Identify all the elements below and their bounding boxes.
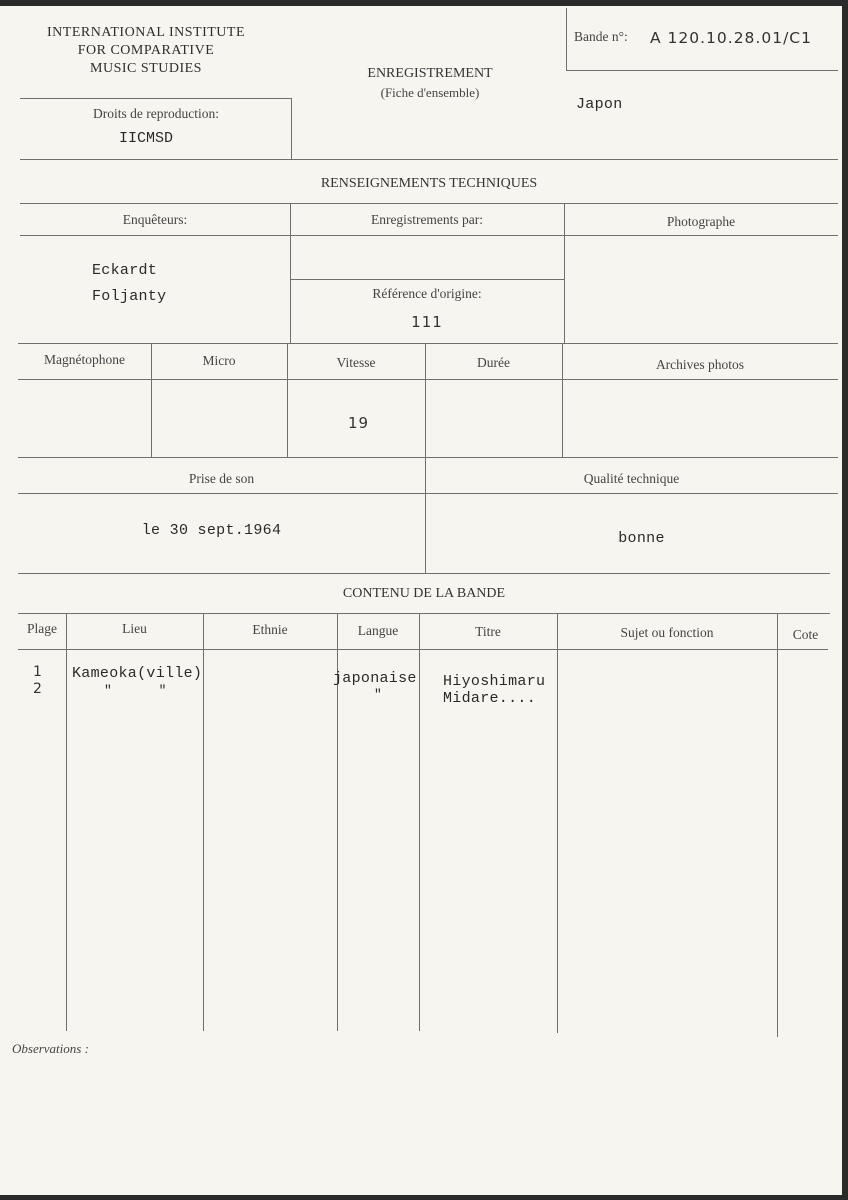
institute-line-2: FOR COMPARATIVE [77,43,215,58]
column-header-ethnie: Ethnie [252,622,288,637]
row-langue: " [374,687,382,702]
quality-label: Qualité technique [583,471,680,486]
original-ref-value: 111 [411,313,443,331]
column-header-lieu: Lieu [122,621,147,636]
scan-edge-right [842,0,848,1200]
column-header-plage: Plage [27,621,57,636]
investigator-name: Foljanty [92,288,167,305]
recordings-by-label: Enregistrements par: [370,212,484,227]
tape-number-label: Bande n°: [574,29,628,44]
row-plage: 1 [33,664,42,680]
observations-label: Observations : [12,1041,89,1056]
original-ref-label: Référence d'origine: [372,286,482,301]
form-title: ENREGISTREMENT [367,66,493,81]
investigators-list [92,258,166,310]
institute-line-3: MUSIC STUDIES [90,61,202,76]
tape-number: A 120.10.28.01/C1 [650,29,812,47]
recorder-label: Magnétophone [44,352,125,367]
quality-value: bonne [618,530,665,547]
institute-name [18,24,274,78]
contents-section-title: CONTENU DE LA BANDE [342,586,506,601]
scan-edge-top [0,0,848,6]
column-header-titre: Titre [475,624,501,639]
sound-capture-label: Prise de son [188,471,255,486]
country-value: Japon [576,96,623,113]
column-header-sujet: Sujet ou fonction [620,625,714,640]
photo-archives-label: Archives photos [655,357,745,372]
form-subtitle: (Fiche d'ensemble) [380,85,480,100]
row-langue: japonaise [333,670,417,687]
row-titre: Hiyoshimaru [443,673,546,690]
row-plage: 2 [33,681,42,697]
row-lieu: " " [104,683,167,698]
photographer-label: Photographe [666,214,736,229]
row-lieu: Kameoka(ville) [72,665,203,682]
rights-label: Droits de reproduction: [93,106,219,121]
row-titre: Midare.... [443,690,537,707]
speed-label: Vitesse [336,355,376,370]
investigators-label: Enquêteurs: [122,212,188,227]
technical-section-title: RENSEIGNEMENTS TECHNIQUES [320,176,538,191]
scan-edge-bottom [0,1195,848,1200]
column-header-cote: Cote [792,627,819,642]
duration-label: Durée [477,355,510,370]
investigator-name: Eckardt [92,262,158,279]
column-header-langue: Langue [357,623,399,638]
micro-label: Micro [202,353,236,368]
rights-value: IICMSD [118,130,173,147]
sound-capture-value: le 30 sept.1964 [141,522,282,539]
institute-line-1: INTERNATIONAL INSTITUTE [47,25,245,40]
speed-value: 19 [348,414,370,432]
